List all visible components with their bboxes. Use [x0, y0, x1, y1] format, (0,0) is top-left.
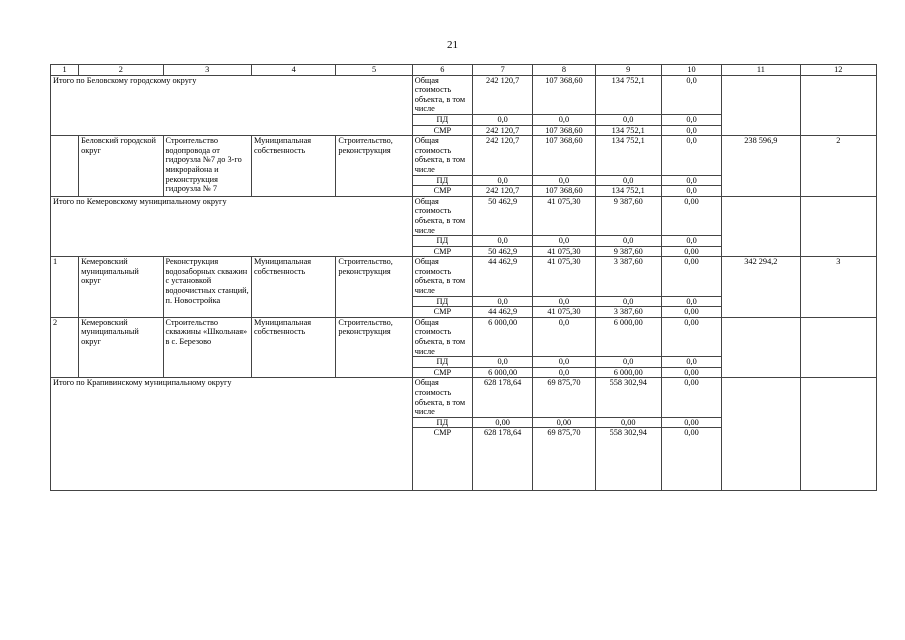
col11-cell — [722, 75, 800, 136]
value-cell: 0,00 — [661, 246, 721, 257]
value-cell: 0,0 — [661, 186, 721, 197]
item-row — [51, 317, 877, 356]
value-cell: 9 387,60 — [595, 246, 661, 257]
value-cell: 41 075,30 — [533, 246, 595, 257]
page-number: 21 — [447, 39, 458, 51]
value-cell: 0,0 — [661, 296, 721, 307]
item-district: Кемеровский муниципальный округ — [79, 257, 163, 318]
header-row — [51, 65, 877, 76]
value-cell: 0,0 — [533, 175, 595, 186]
row-label-total: Общая стоимость объекта, в том числе — [412, 136, 472, 175]
item-object: Строительство водопровода от гидроузла №7 до 3-го микрорайона и реконструкция гидроузла № 7 — [163, 136, 251, 197]
value-cell: 134 752,1 — [595, 136, 661, 175]
header-cell: 11 — [722, 65, 800, 76]
value-cell: 0,00 — [661, 317, 721, 356]
value-cell: 0,0 — [473, 236, 533, 247]
item-ownership: Муниципальная собственность — [251, 317, 335, 378]
item-col12: 2 — [800, 136, 876, 197]
item-object: Реконструкция водозаборных скважин с установкой водоочистных станций, п. Новостройка — [163, 257, 251, 318]
row-label-pd: ПД — [412, 175, 472, 186]
value-cell: 0,0 — [473, 114, 533, 125]
value-cell: 0,0 — [661, 236, 721, 247]
value-cell: 0,0 — [473, 357, 533, 368]
row-label-pd: ПД — [412, 114, 472, 125]
value-cell: 0,00 — [661, 257, 721, 296]
value-cell: 3 387,60 — [595, 257, 661, 296]
total-row — [51, 378, 877, 417]
value-cell: 0,0 — [595, 357, 661, 368]
header-cell: 10 — [661, 65, 721, 76]
value-cell: 107 368,60 — [533, 136, 595, 175]
value-cell: 0,0 — [533, 317, 595, 356]
value-cell: 242 120,7 — [473, 125, 533, 136]
value-cell: 0,0 — [595, 114, 661, 125]
value-cell: 0,0 — [533, 367, 595, 378]
value-cell: 0,0 — [661, 175, 721, 186]
col11-cell — [722, 378, 800, 491]
value-cell: 44 462,9 — [473, 307, 533, 318]
header-cell: 12 — [800, 65, 876, 76]
value-cell: 0,0 — [533, 114, 595, 125]
value-cell: 0,0 — [661, 114, 721, 125]
item-col12: 3 — [800, 257, 876, 318]
item-col11: 342 294,2 — [722, 257, 800, 318]
header-cell: 3 — [163, 65, 251, 76]
header-cell: 6 — [412, 65, 472, 76]
value-cell: 6 000,00 — [473, 367, 533, 378]
budget-table — [50, 64, 877, 491]
value-cell: 242 120,7 — [473, 186, 533, 197]
value-cell: 0,00 — [661, 196, 721, 235]
item-row — [51, 136, 877, 175]
value-cell: 134 752,1 — [595, 75, 661, 114]
item-work: Строительство, реконструкция — [336, 317, 412, 378]
value-cell: 0,0 — [473, 175, 533, 186]
value-cell: 242 120,7 — [473, 136, 533, 175]
value-cell: 0,00 — [661, 378, 721, 417]
value-cell: 0,00 — [473, 417, 533, 428]
item-object: Строительство скважины «Школьная» в с. Березово — [163, 317, 251, 378]
row-label-total: Общая стоимость объекта, в том числе — [412, 317, 472, 356]
value-cell: 44 462,9 — [473, 257, 533, 296]
value-cell: 0,00 — [661, 367, 721, 378]
value-cell: 0,0 — [533, 357, 595, 368]
value-cell: 0,00 — [595, 417, 661, 428]
header-cell: 1 — [51, 65, 79, 76]
item-number: 2 — [51, 317, 79, 378]
value-cell: 41 075,30 — [533, 307, 595, 318]
item-work: Строительство, реконструкция — [336, 257, 412, 318]
row-label-smr: СМР — [412, 186, 472, 197]
row-label-pd: ПД — [412, 417, 472, 428]
value-cell: 69 875,70 — [533, 378, 595, 417]
header-cell: 9 — [595, 65, 661, 76]
value-cell: 242 120,7 — [473, 75, 533, 114]
value-cell: 50 462,9 — [473, 246, 533, 257]
value-cell: 6 000,00 — [595, 317, 661, 356]
total-title: Итого по Крапивинскому муниципальному округу — [51, 378, 413, 491]
value-cell: 9 387,60 — [595, 196, 661, 235]
value-cell: 69 875,70 — [533, 428, 595, 491]
value-cell: 107 368,60 — [533, 75, 595, 114]
col12-cell — [800, 378, 876, 491]
col12-cell — [800, 196, 876, 257]
value-cell: 0,0 — [661, 136, 721, 175]
row-label-total: Общая стоимость объекта, в том числе — [412, 75, 472, 114]
value-cell: 0,0 — [661, 125, 721, 136]
value-cell: 50 462,9 — [473, 196, 533, 235]
row-label-pd: ПД — [412, 357, 472, 368]
value-cell: 41 075,30 — [533, 196, 595, 235]
value-cell: 107 368,60 — [533, 186, 595, 197]
item-col11 — [722, 317, 800, 378]
row-label-total: Общая стоимость объекта, в том числе — [412, 257, 472, 296]
value-cell: 0,0 — [595, 296, 661, 307]
item-col12 — [800, 317, 876, 378]
item-district: Беловский городской округ — [79, 136, 163, 197]
item-ownership: Муниципальная собственность — [251, 136, 335, 197]
col12-cell — [800, 75, 876, 136]
value-cell: 558 302,94 — [595, 428, 661, 491]
header-cell: 4 — [251, 65, 335, 76]
row-label-smr: СМР — [412, 428, 472, 491]
header-cell: 7 — [473, 65, 533, 76]
item-ownership: Муниципальная собственность — [251, 257, 335, 318]
value-cell: 0,00 — [533, 417, 595, 428]
item-number: 1 — [51, 257, 79, 318]
value-cell: 0,0 — [595, 236, 661, 247]
value-cell: 134 752,1 — [595, 186, 661, 197]
value-cell: 3 387,60 — [595, 307, 661, 318]
value-cell: 0,0 — [661, 357, 721, 368]
row-label-pd: ПД — [412, 296, 472, 307]
header-cell: 5 — [336, 65, 412, 76]
total-title: Итого по Кемеровскому муниципальному округу — [51, 196, 413, 257]
value-cell: 0,0 — [595, 175, 661, 186]
header-cell: 2 — [79, 65, 163, 76]
row-label-total: Общая стоимость объекта, в том числе — [412, 196, 472, 235]
value-cell: 0,0 — [661, 75, 721, 114]
row-label-smr: СМР — [412, 246, 472, 257]
value-cell: 0,00 — [661, 428, 721, 491]
total-title: Итого по Беловскому городскому округу — [51, 75, 413, 136]
item-work: Строительство, реконструкция — [336, 136, 412, 197]
row-label-total: Общая стоимость объекта, в том числе — [412, 378, 472, 417]
total-row — [51, 75, 877, 114]
value-cell: 107 368,60 — [533, 125, 595, 136]
item-number — [51, 136, 79, 197]
value-cell: 134 752,1 — [595, 125, 661, 136]
row-label-smr: СМР — [412, 307, 472, 318]
value-cell: 6 000,00 — [473, 317, 533, 356]
value-cell: 6 000,00 — [595, 367, 661, 378]
col11-cell — [722, 196, 800, 257]
value-cell: 0,0 — [533, 296, 595, 307]
value-cell: 0,0 — [473, 296, 533, 307]
value-cell: 0,00 — [661, 307, 721, 318]
item-district: Кемеровский муниципальный округ — [79, 317, 163, 378]
value-cell: 41 075,30 — [533, 257, 595, 296]
header-cell: 8 — [533, 65, 595, 76]
item-row — [51, 257, 877, 296]
value-cell: 0,0 — [533, 236, 595, 247]
item-col11: 238 596,9 — [722, 136, 800, 197]
row-label-pd: ПД — [412, 236, 472, 247]
row-label-smr: СМР — [412, 125, 472, 136]
total-row — [51, 196, 877, 235]
value-cell: 558 302,94 — [595, 378, 661, 417]
value-cell: 0,00 — [661, 417, 721, 428]
value-cell: 628 178,64 — [473, 378, 533, 417]
value-cell: 628 178,64 — [473, 428, 533, 491]
row-label-smr: СМР — [412, 367, 472, 378]
